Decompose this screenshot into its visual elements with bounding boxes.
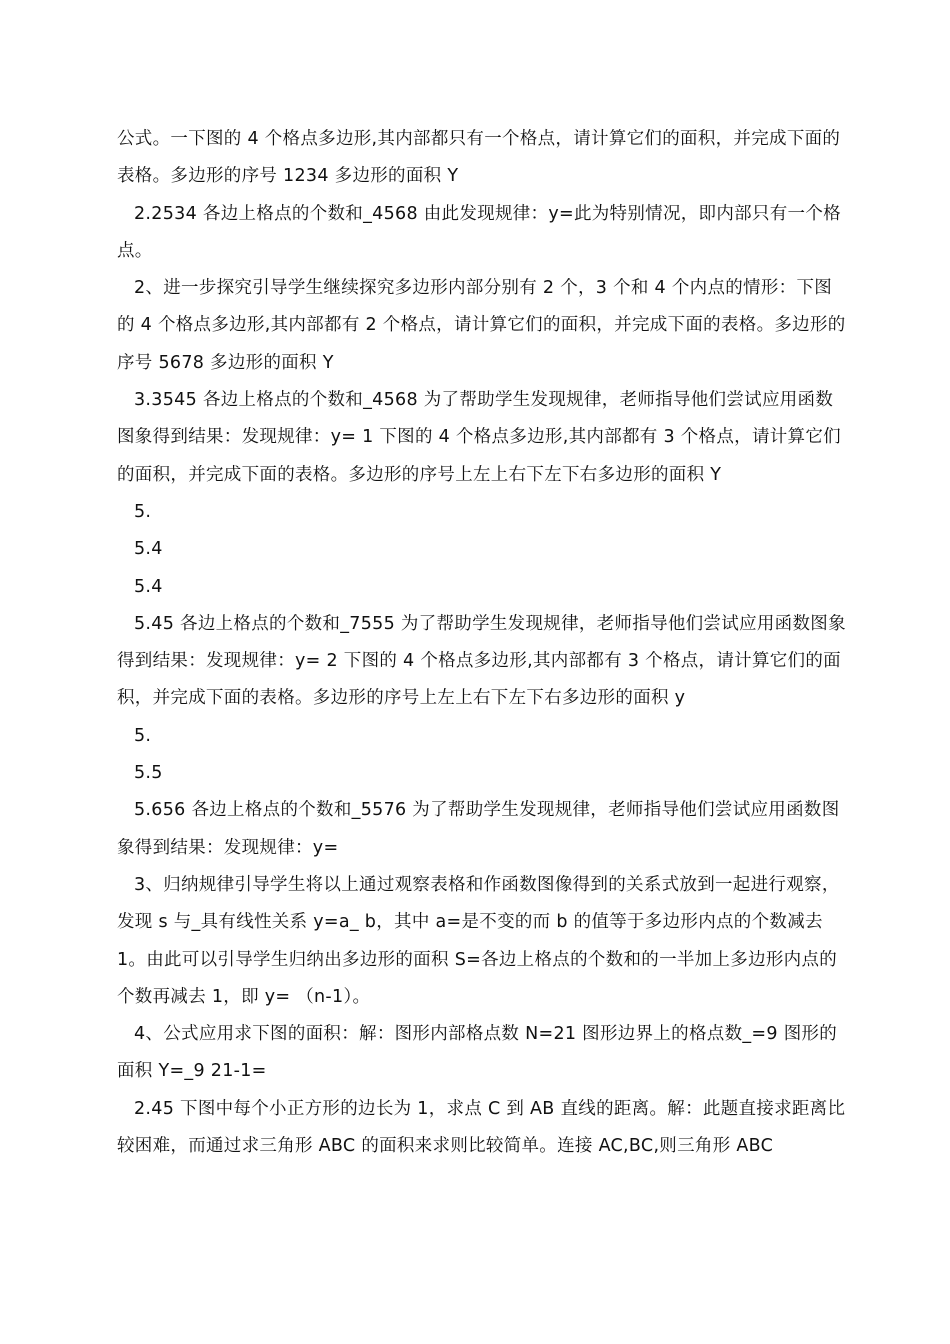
document-body bbox=[117, 121, 847, 1165]
paragraph-table-5: 5.656 各边上格点的个数和_5576 为了帮助学生发现规律，老师指导他们尝试应用函数图象得到结果：发现规律：y= bbox=[117, 800, 840, 858]
paragraph-value-a: 5. bbox=[134, 501, 152, 522]
paragraph-step-2-explore: 2、进一步探究引导学生继续探究多边形内部分别有 2 个，3 个和 4 个内点的情形：下图的 4 个格点多边形,其内部都有 2 个格点，请计算它们的面积，并完成下面的表格。多边形的序号 5678 多边形的面积 Y bbox=[117, 278, 846, 373]
paragraph-rule-one-interior: 2.2534 各边上格点的个数和_4568 由此发现规律：y=此为特别情况，即内部只有一个格点。 bbox=[117, 203, 841, 261]
paragraph-value-d: 5. bbox=[134, 725, 152, 746]
paragraph-value-c: 5.4 bbox=[134, 576, 163, 597]
paragraph-step-3-summary: 3、归纳规律引导学生将以上通过观察表格和作函数图像得到的关系式放到一起进行观察，发现 s 与_具有线性关系 y=a_ b，其中 a=是不变的而 b 的值等于多边形内点的个数减去 1。由此可以引导学生归纳出多边形的面积 S=各边上格点的个数和的一半加上多边形内点的个数再减去 1，即 y= （n-1）。 bbox=[117, 874, 840, 1007]
paragraph-value-b: 5.4 bbox=[134, 539, 163, 560]
paragraph-step-4-application: 4、公式应用求下图的面积：解：图形内部格点数 N=21 图形边界上的格点数_=9 图形的面积 Y=_9 21-1= bbox=[117, 1024, 838, 1082]
paragraph-table-3: 3.3545 各边上格点的个数和_4568 为了帮助学生发现规律，老师指导他们尝试应用函数图象得到结果：发现规律：y= 1 下图的 4 个格点多边形,其内部都有 3 个格点，请计算它们的面积，并完成下面的表格。多边形的序号上左上右下左下右多边形的面积 Y bbox=[117, 390, 841, 485]
paragraph-value-e: 5.5 bbox=[134, 763, 163, 784]
paragraph-table-4: 5.45 各边上格点的个数和_7555 为了帮助学生发现规律，老师指导他们尝试应用函数图象得到结果：发现规律：y= 2 下图的 4 个格点多边形,其内部都有 3 个格点，请计算它们的面积，并完成下面的表格。多边形的序号上左上右下左下右多边形的面积 y bbox=[117, 613, 846, 709]
paragraph-formula-intro: 公式。一下图的 4 个格点多边形,其内部都只有一个格点，请计算它们的面积，并完成下面的表格。多边形的序号 1234 多边形的面积 Y bbox=[117, 129, 841, 187]
paragraph-distance-problem: 2.45 下图中每个小正方形的边长为 1，求点 C 到 AB 直线的距离。解：此题直接求距离比较困难，而通过求三角形 ABC 的面积来求则比较简单。连接 AC,BC,则三角形 ABC bbox=[117, 1098, 846, 1157]
